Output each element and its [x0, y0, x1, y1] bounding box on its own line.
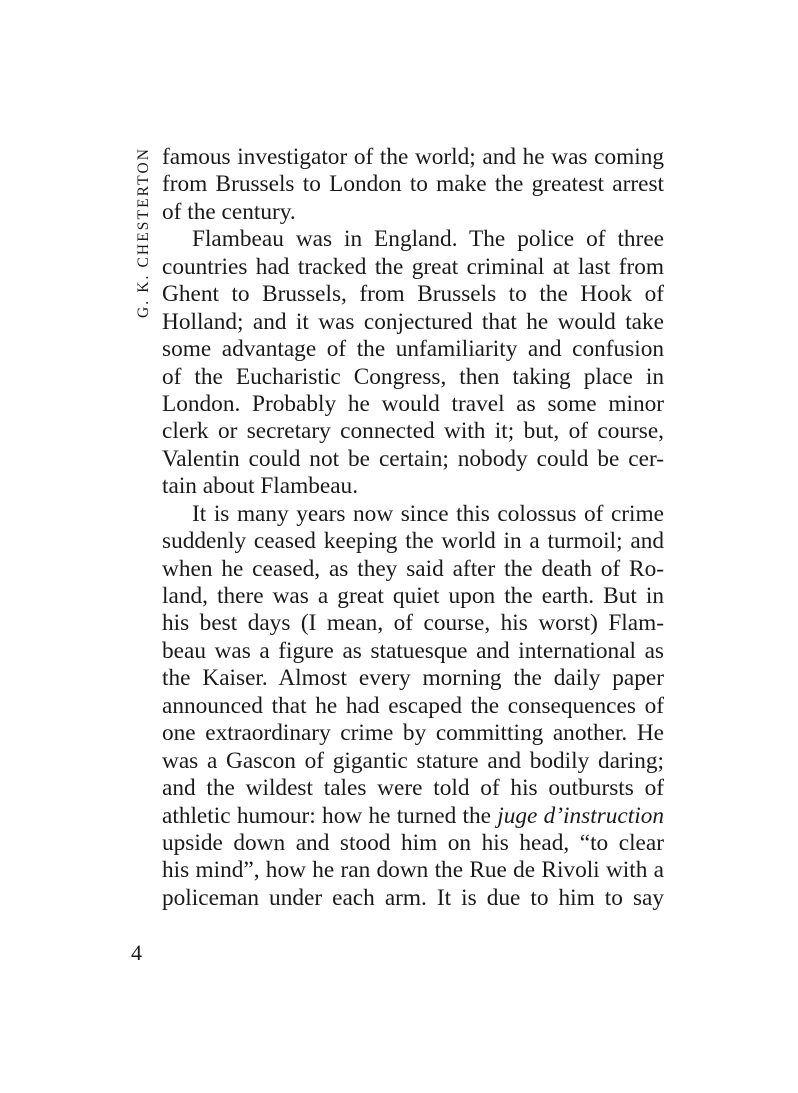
page-number: 4 — [131, 940, 142, 965]
text-line: countries had tracked the great criminal at last from — [162, 253, 664, 280]
text-line: beau was a figure as statuesque and international as — [162, 637, 664, 664]
text-line: and the wildest tales were told of his outbursts of — [162, 775, 664, 802]
text-line: announced that he had escaped the consequences of — [162, 692, 664, 719]
text-line: tain about Flambeau. — [162, 473, 359, 500]
text-line: suddenly ceased keeping the world in a turmoil; and — [162, 528, 664, 555]
text-line: famous investigator of the world; and he was coming — [162, 144, 664, 170]
text-line: the Kaiser. Almost every morning the daily paper — [162, 665, 664, 692]
text-line: land, there was a great quiet upon the earth. But in — [162, 583, 664, 609]
text-line: from Brussels to London to make the greatest arrest — [162, 171, 664, 198]
text-line: It is many years now since this colossus of crime — [192, 500, 664, 527]
text-line: of the century. — [162, 198, 296, 225]
text-line: London. Probably he would travel as some minor — [162, 390, 664, 417]
running-head-author: G. K. CHESTERTON — [135, 146, 152, 318]
text-line: Valentin could not be certain; nobody could be cer- — [162, 445, 664, 472]
body-text — [162, 144, 664, 912]
text-line: when he ceased, as they said after the death of Ro- — [162, 555, 664, 582]
text-line: his best days (I mean, of course, his worst) Flam- — [162, 610, 664, 637]
text-line: one extraordinary crime by committing another. He — [162, 720, 664, 747]
text-line: some advantage of the unfamiliarity and confusion — [162, 336, 664, 363]
text-line: Ghent to Brussels, from Brussels to the Hook of — [162, 281, 664, 308]
text-line: upside down and stood him on his head, “to clear — [162, 829, 664, 856]
text-line: his mind”, how he ran down the Rue de Rivoli with a — [162, 857, 664, 884]
text-fragment: athletic humour: how he turned the — [162, 802, 491, 829]
text-line: was a Gascon of gigantic stature and bodily daring; — [162, 747, 664, 774]
text-line: Holland; and it was conjectured that he would take — [162, 308, 664, 335]
italic-phrase: juge d’instruction — [497, 802, 664, 829]
text-line: of the Eucharistic Congress, then taking place in — [162, 363, 664, 390]
text-line-with-italic — [162, 803, 664, 830]
text-line: Flambeau was in England. The police of three — [192, 226, 664, 253]
text-line: clerk or secretary connected with it; but, of course, — [162, 418, 664, 445]
text-line: policeman under each arm. It is due to him to say — [162, 884, 664, 911]
